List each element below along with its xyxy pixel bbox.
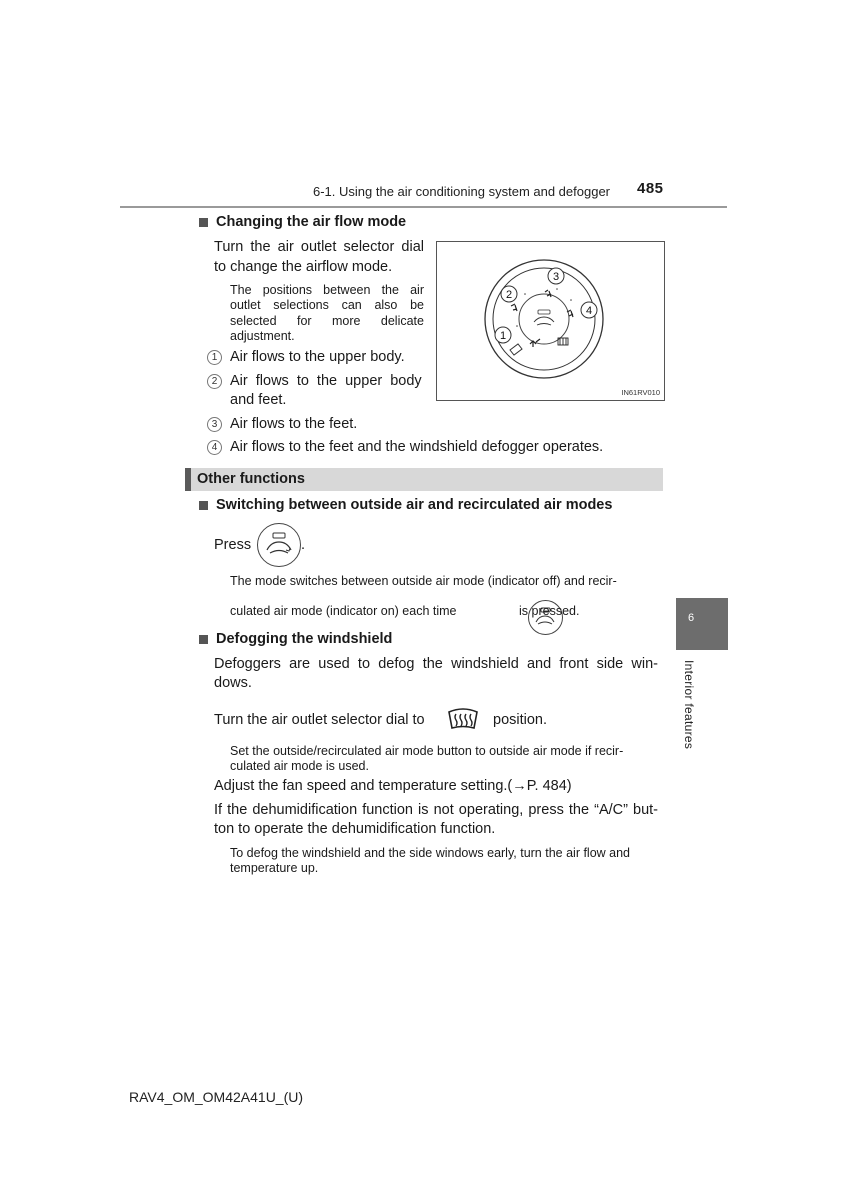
header-section-title: 6-1. Using the air conditioning system and defogger <box>313 184 611 199</box>
page-number: 485 <box>637 180 664 197</box>
figure-marker-4: 4 <box>585 305 593 317</box>
chapter-tab <box>676 598 728 650</box>
recirculated-air-button-icon <box>257 523 301 567</box>
defogging-note-line1: Set the outside/recirculated air mode button to outside air mode if recir- <box>230 744 624 758</box>
airflow-item-2: 2 Air flows to the upper body <box>207 372 424 391</box>
airflow-note-line: outlet selections can also be <box>230 298 424 312</box>
circled-number-1: 1 <box>207 350 222 365</box>
section-bar-other-functions <box>185 468 663 491</box>
airflow-item-4: 4 Air flows to the feet and the windshield defogger operates. <box>207 438 603 457</box>
section-bar-marker <box>185 468 191 491</box>
square-bullet-icon <box>199 218 208 227</box>
chapter-label: Interior features <box>682 660 696 750</box>
turn-dial-text: Turn the air outlet selector dial to <box>214 712 425 728</box>
defogging-para-line2: dows. <box>214 675 252 691</box>
circled-number-2: 2 <box>207 374 222 389</box>
tip-line1: To defog the windshield and the side windows early, turn the air flow and <box>230 846 631 860</box>
defogging-para-line1: Defoggers are used to defog the windshield and front side win- <box>214 656 658 672</box>
windshield-defroster-icon <box>446 706 480 732</box>
switching-heading: Switching between outside air and recirculated air modes <box>199 497 612 513</box>
airflow-intro-line1: Turn the air outlet selector dial <box>214 239 424 255</box>
figure-marker-3: 3 <box>552 271 560 283</box>
airflow-note-line: adjustment. <box>230 329 295 343</box>
switching-note-line2b: is pressed. <box>519 604 580 618</box>
footer-code: RAV4_OM_OM42A41U_(U) <box>129 1089 304 1105</box>
airflow-heading: Changing the air flow mode <box>199 214 406 230</box>
airflow-item-2-cont: and feet. <box>230 392 287 408</box>
chapter-number: 6 <box>688 612 695 624</box>
circled-number-3: 3 <box>207 417 222 432</box>
ac-line1: If the dehumidification function is not operating, press the “A/C” but- <box>214 802 658 818</box>
adjust-fan-text: Adjust the fan speed and temperature setting.(→P. 484) <box>214 778 572 794</box>
switching-note-line2a: culated air mode (indicator on) each time <box>230 604 457 618</box>
circled-number-4: 4 <box>207 440 222 455</box>
figure-marker-1: 1 <box>499 330 507 342</box>
air-outlet-dial-figure <box>436 241 665 401</box>
ac-line2: ton to operate the dehumidification function. <box>214 821 496 837</box>
figure-id: IN61RV010 <box>621 388 660 397</box>
airflow-item-1: 1 Air flows to the upper body. <box>207 348 405 367</box>
header-rule <box>120 206 727 208</box>
tip-line2: temperature up. <box>230 861 319 875</box>
airflow-item-3: 3 Air flows to the feet. <box>207 415 357 434</box>
defogging-heading: Defogging the windshield <box>199 631 392 647</box>
air-outlet-dial-illustration <box>437 242 664 400</box>
section-title: Other functions <box>197 471 305 487</box>
defogging-note-line2: culated air mode is used. <box>230 759 369 773</box>
switching-note-line1: The mode switches between outside air mode (indicator off) and recir- <box>230 574 617 588</box>
figure-marker-2: 2 <box>505 289 513 301</box>
airflow-note-line: The positions between the air <box>230 283 424 297</box>
position-text: position. <box>493 712 548 728</box>
press-end: . <box>301 537 306 553</box>
press-label: Press <box>214 537 252 553</box>
square-bullet-icon <box>199 501 208 510</box>
airflow-note-line: selected for more delicate <box>230 314 424 328</box>
square-bullet-icon <box>199 635 208 644</box>
airflow-intro-line2: to change the airflow mode. <box>214 259 393 275</box>
